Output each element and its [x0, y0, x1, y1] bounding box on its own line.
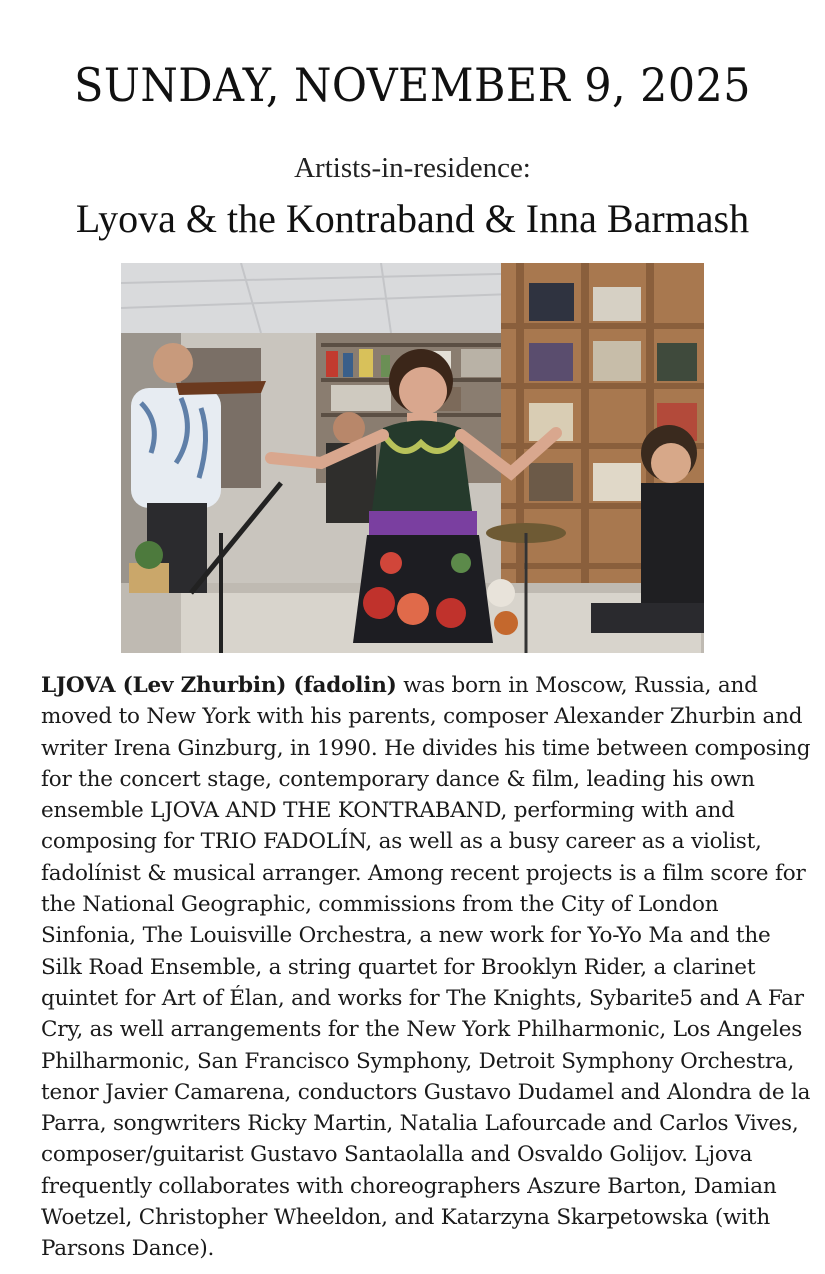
bio-text: was born in Moscow, Russia, and moved to New York with his parents, composer Alexander Zhurbin and writer Irena Ginzburg, in 1990. He divides his time between composing for the concert stage, contemporary dance & film, leading his own ensemble LJOVA AND THE KONTRABAND, performing with and composing for TRIO FADOLÍN, as well as a busy career as a violist, fadolínist & musical arranger. Among recent projects is a film score for the National Geographic, commissions from the City of London Sinfonia, The Louisville Orchestra, a new work for Yo-Yo Ma and the Silk Road Ensemble, a string quartet for Brooklyn Rider, a clarinet quintet for Art of Élan, and works for The Knights, Sybarite5 and A Far Cry, as well arrangements for the New York Philharmonic, Los Angeles Philharmonic, San Francisco Symphony, Detroit Symphony Orchestra, tenor Javier Camarena, conductors Gustavo Dudamel and Alondra de la Parra, songwriters Ricky Martin, Natalia Lafourcade and Carlos Vives, composer/guitarist Gustavo Santaolalla and Osvaldo Golijov. Ljova frequently collaborates with choreographers Aszure Barton, Damian Woetzel, Christopher Wheeldon, and Katarzyna Skarpetowska (with Parsons Dance).: [41, 673, 811, 1262]
performance-photo-illustration: [121, 263, 704, 653]
performance-photo: [121, 263, 704, 653]
event-date: SUNDAY, NOVEMBER 9, 2025: [74, 58, 751, 112]
artist-bio: [41, 670, 811, 1265]
event-subtitle: Artists-in-residence:: [294, 152, 531, 184]
artist-name: LJOVA (Lev Zhurbin) (fadolin): [41, 673, 397, 698]
event-title: Lyova & the Kontraband & Inna Barmash: [75, 196, 750, 241]
